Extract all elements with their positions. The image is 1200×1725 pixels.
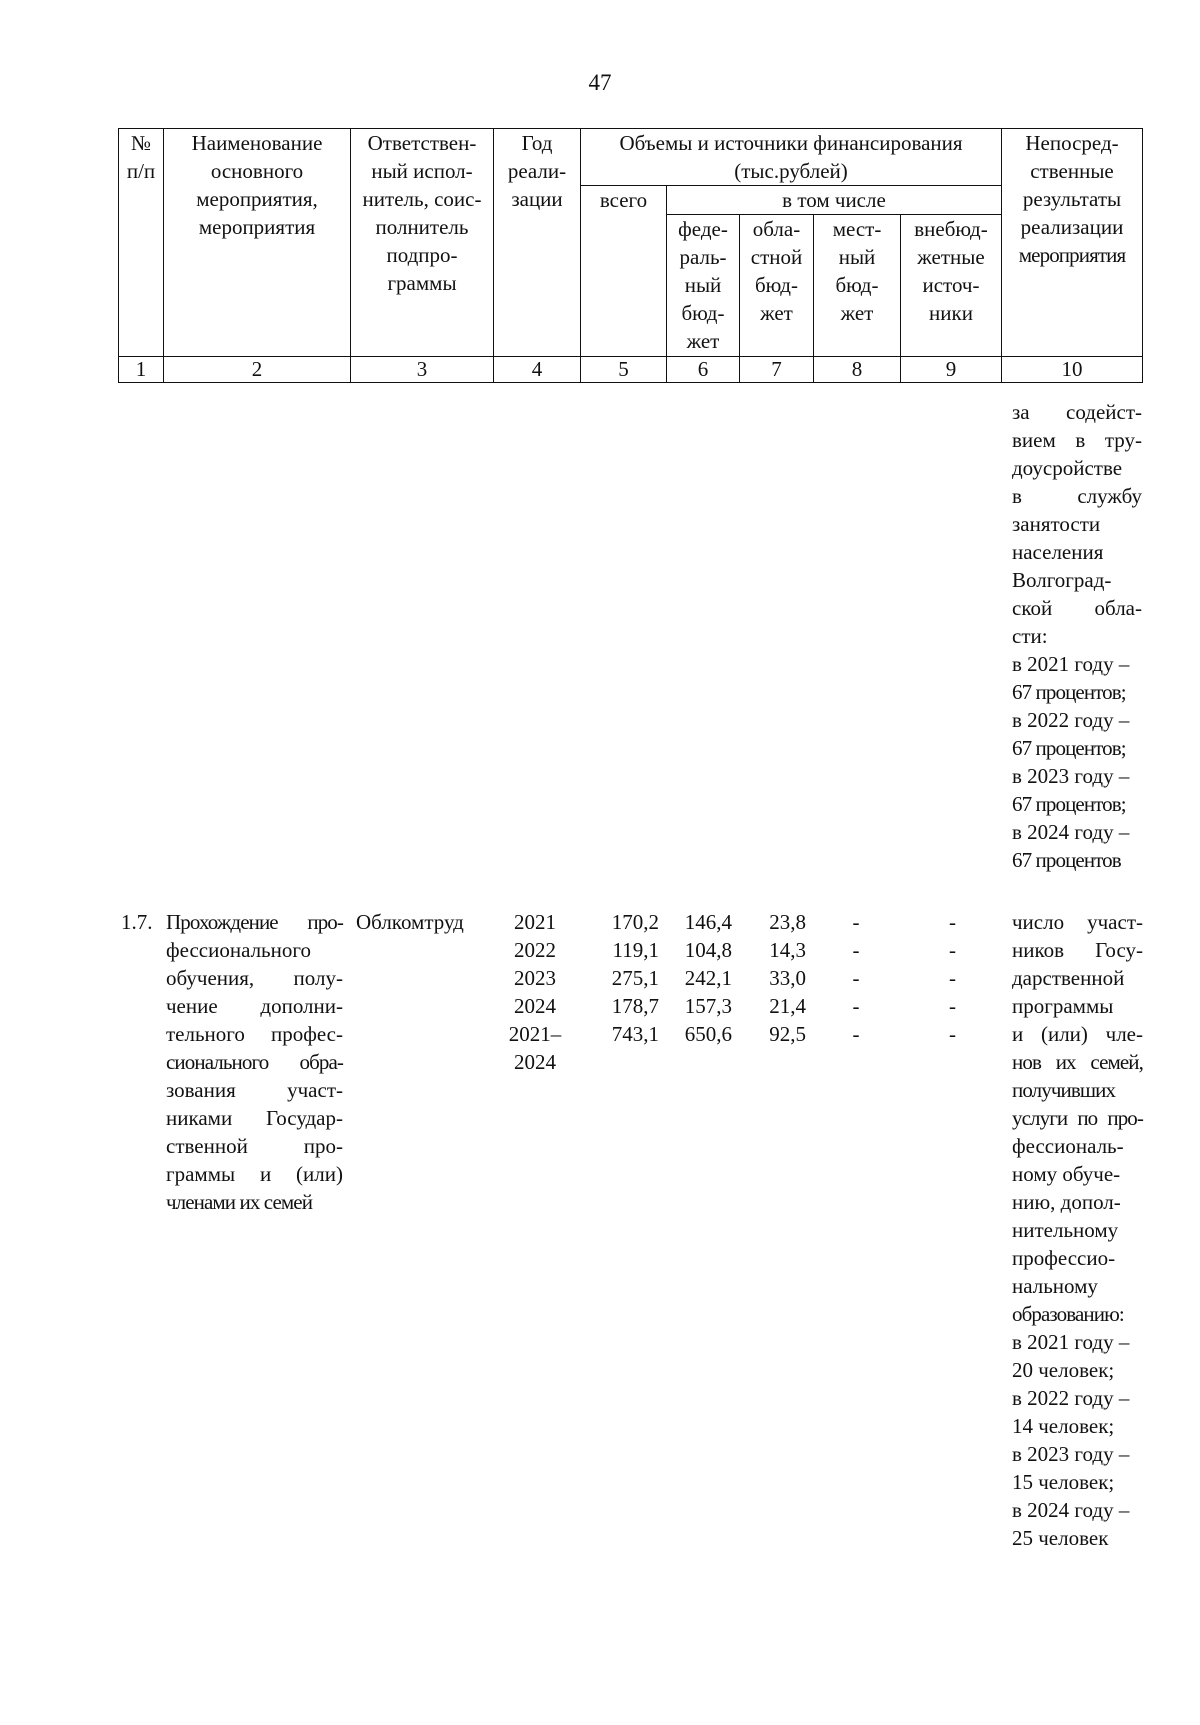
column-number: 6	[667, 357, 740, 383]
funding-table-header	[118, 128, 1143, 383]
row-executor: Облкомтруд	[356, 910, 464, 934]
row-local: - - - - -	[852, 910, 860, 1046]
column-number: 9	[901, 357, 1002, 383]
header-including: в том числе	[667, 186, 1002, 215]
row-number: 1.7.	[121, 910, 153, 934]
column-number: 1	[119, 357, 164, 383]
column-number: 10	[1002, 357, 1143, 383]
header-results: Непосред- ственные результаты реализации мероприятия	[1002, 129, 1143, 357]
continued-result-text: за содейст- вием в тру- доусройстве в службу занятости населения Волгоград- ской обла- сти: в 2021 году – 67 процентов; в 2022 году – 67 процентов; в 2023 году – 67 процентов; в 2024 году – 67 процентов	[1012, 400, 1142, 872]
row-activity-name: Прохождение про- фессионального обучения, полу- чение дополни- тельного профес- сионального обра- зования участ- никами Государ- ственной про- граммы и (или) членами их семей	[166, 910, 343, 1214]
row-federal: 146,4 104,8 242,1 157,3 650,6	[684, 910, 732, 1046]
column-number: 7	[740, 357, 814, 383]
column-number: 5	[581, 357, 667, 383]
header-no: № п/п	[119, 129, 164, 357]
header-name: Наименование основного мероприятия, мероприятия	[164, 129, 351, 357]
header-extrabudget: внебюд- жетные источ- ники	[901, 215, 1002, 357]
row-regional: 23,8 14,3 33,0 21,4 92,5	[769, 910, 806, 1046]
row-years: 2021 2022 2023 2024 2021– 2024	[508, 910, 562, 1074]
header-regional: обла- стной бюд- жет	[740, 215, 814, 357]
column-number: 4	[494, 357, 581, 383]
page-number: 47	[588, 70, 612, 95]
header-year: Год реали- зации	[494, 129, 581, 357]
column-number-row	[119, 357, 1143, 383]
header-federal: феде- раль- ный бюд- жет	[667, 215, 740, 357]
header-funding: Объемы и источники финансирования (тыс.рублей)	[581, 129, 1002, 186]
row-result-text: число участ- ников Госу- дарственной программы и (или) чле- нов их семей, получивших услуги по про- фессиональ- ному обуче- нию, допол- нительному профессио- нальному образованию: в 2021 году – 20 человек; в 2022 году – 14 человек; в 2023 году – 15 человек; в 2024 году – 25 человек	[1012, 910, 1143, 1550]
row-total: 170,2 119,1 275,1 178,7 743,1	[611, 910, 659, 1046]
header-local: мест- ный бюд- жет	[814, 215, 901, 357]
header-total: всего	[581, 186, 667, 357]
column-number: 2	[164, 357, 351, 383]
column-number: 8	[814, 357, 901, 383]
column-number: 3	[351, 357, 494, 383]
header-executor: Ответствен- ный испол- нитель, соис- полнитель подпро- граммы	[351, 129, 494, 357]
row-extrabudget: - - - - -	[949, 910, 956, 1046]
